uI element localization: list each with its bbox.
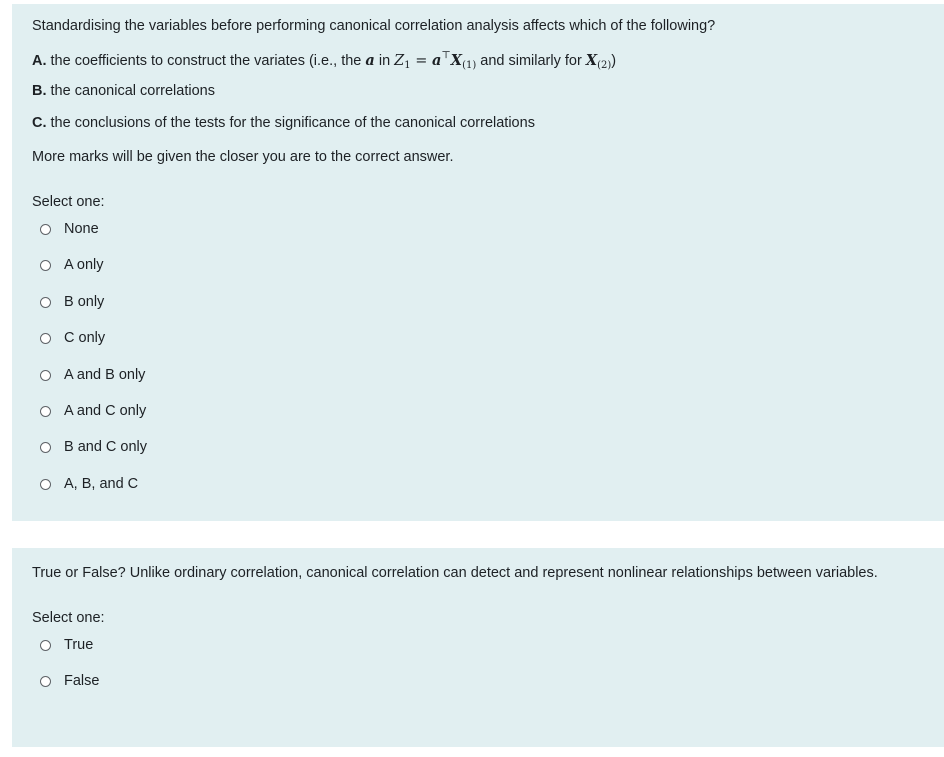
option-label: A and B only: [64, 367, 146, 383]
option-c-only[interactable]: [40, 328, 105, 348]
option-label: C only: [64, 330, 106, 346]
radio-button[interactable]: [40, 224, 51, 235]
question-1-stem: Standardising the variables before performing canonical correlation analysis affects which of the following?: [32, 18, 716, 34]
question-1-item-b: B. the canonical correlations: [32, 83, 215, 99]
option-b-only[interactable]: [40, 292, 104, 312]
option-a-b-and-c[interactable]: [40, 474, 138, 494]
radio-button[interactable]: [40, 442, 51, 453]
radio-button[interactable]: [40, 260, 51, 271]
option-label: False: [64, 673, 100, 689]
question-2-card: [12, 548, 944, 747]
radio-button[interactable]: [40, 676, 51, 687]
option-label: A and C only: [64, 403, 147, 419]
option-label: True: [64, 637, 94, 653]
option-a-only[interactable]: [40, 255, 104, 275]
question-1-select-label: Select one:: [32, 194, 105, 210]
radio-button[interactable]: [40, 479, 51, 490]
question-1-item-c: C. the conclusions of the tests for the significance of the canonical correlations: [32, 115, 535, 131]
radio-button[interactable]: [40, 640, 51, 651]
option-label: B and C only: [64, 439, 148, 455]
option-a-and-c-only[interactable]: [40, 401, 146, 421]
option-label: None: [64, 221, 99, 237]
item-a-formula: a: [365, 52, 375, 69]
item-a-text-before: the coefficients to construct the variates (i.e., the: [46, 53, 366, 69]
option-label: A only: [64, 257, 104, 273]
option-false[interactable]: [40, 671, 99, 691]
question-2-stem: True or False? Unlike ordinary correlation, canonical correlation can detect and represent nonlinear relationships between variables.: [32, 565, 878, 581]
question-2-select-label: Select one:: [32, 610, 105, 626]
radio-button[interactable]: [40, 333, 51, 344]
option-label: A, B, and C: [64, 476, 139, 492]
question-1-card: [12, 4, 944, 521]
question-1-item-a: A. the coefficients to construct the variates (i.e., the a in $Z_1 = a^⊤X_{(1)}$ and similarly for $X_{(2)}$): [32, 50, 617, 71]
option-b-and-c-only[interactable]: [40, 437, 147, 457]
radio-button[interactable]: [40, 406, 51, 417]
radio-button[interactable]: [40, 297, 51, 308]
question-1-note: More marks will be given the closer you are to the correct answer.: [32, 149, 454, 165]
option-true[interactable]: [40, 635, 93, 655]
radio-button[interactable]: [40, 370, 51, 381]
item-a-letter: A.: [32, 53, 47, 69]
option-a-and-b-only[interactable]: [40, 365, 145, 385]
option-label: B only: [64, 294, 105, 310]
option-none[interactable]: [40, 219, 99, 239]
